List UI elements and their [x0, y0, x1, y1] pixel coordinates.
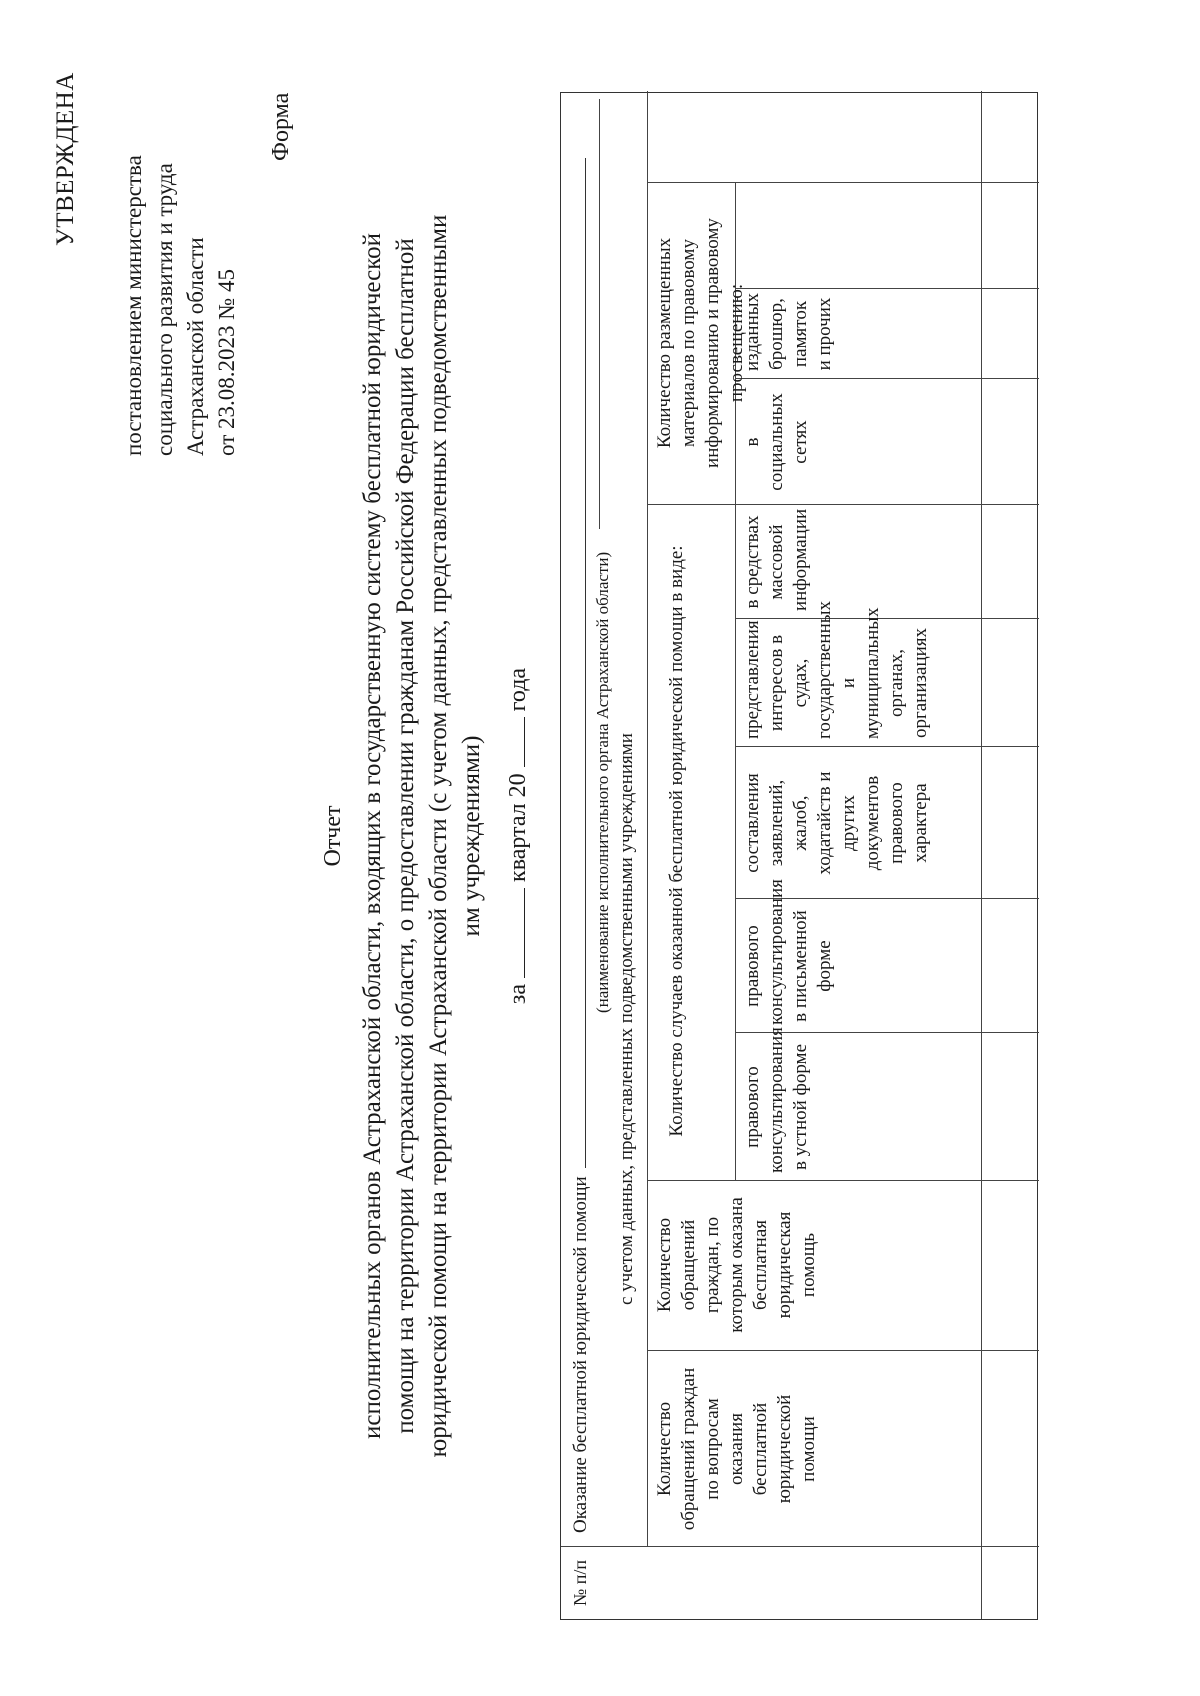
report-description	[356, 136, 488, 1536]
period-middle: квартал 20	[505, 773, 531, 882]
col-appeals-header: Количество обращений граждан по вопросам оказания бесплатной юридической помощи	[654, 1367, 819, 1531]
quarter-blank	[524, 888, 525, 978]
table-line	[647, 504, 1039, 505]
report-line: им учреждениями)	[458, 735, 485, 937]
approval-decree	[118, 36, 242, 456]
table-line	[647, 182, 1039, 183]
period-prefix: за	[505, 983, 531, 1005]
sub-written-header: правового консультирования в письменной форме	[742, 879, 835, 1025]
report-line: исполнительных органов Астраханской области, входящих в государственную систему бесплатной юридической	[359, 233, 386, 1439]
table-line	[735, 378, 1039, 379]
report-period	[505, 536, 532, 1136]
decree-line: социального развития и труда	[152, 163, 177, 456]
group-cases-header: Количество случаев оказанной бесплатной юридической помощи в виде:	[666, 545, 687, 1137]
table-line	[647, 91, 648, 1547]
org-name-blank	[567, 158, 586, 1168]
approval-title: УТВЕРЖДЕНА	[52, 72, 79, 246]
sub-oral-header: правового консультирования в устной форме	[742, 1027, 811, 1173]
table-line	[735, 746, 1039, 747]
org-subordinate-note: с учетом данных, представленных подведомственными учреждениями	[616, 733, 637, 1305]
sub-brochures-header: изданных брошюр, памяток и прочих	[742, 292, 835, 371]
year-blank	[524, 717, 525, 767]
sub-social-header: в социальных сетях	[742, 393, 811, 491]
decree-line: постановлением министерства	[121, 155, 146, 456]
sub-documents-header: составления заявлений, жалоб, ходатайств и других документов правового характера	[742, 771, 931, 875]
form-label: Форма	[268, 92, 294, 161]
col-provided-header: Количество обращений граждан, по которым оказана бесплатная юридическая помощь	[654, 1197, 819, 1333]
table-line	[561, 1546, 1039, 1547]
table-line	[647, 1180, 1039, 1181]
sub-representation-header: представления интересов в судах, государственных и муниципальных органах, организациях	[742, 600, 931, 739]
decree-line: от 23.08.2023 № 45	[214, 269, 239, 456]
org-name-line	[567, 99, 593, 1539]
table-line	[735, 288, 1039, 289]
report-table	[560, 92, 1038, 1620]
table-line	[735, 618, 1039, 619]
report-line: юридической помощи на территории Астраханской области (с учетом данных, представленных подведомственными	[425, 214, 452, 1458]
org-name-label: Оказание бесплатной юридической помощи	[570, 1176, 591, 1533]
col-number-header: № п/п	[570, 1560, 590, 1606]
table-line	[647, 1350, 1039, 1351]
group-materials-header: Количество размещенных материалов по правовому информированию и правовому просвещению:	[654, 218, 747, 468]
table-line	[981, 91, 982, 1619]
sub-media-header: в средствах массовой информации	[742, 508, 811, 611]
period-suffix: года	[505, 667, 531, 712]
report-title: Отчет	[320, 805, 346, 867]
org-name-caption: (наименование исполнительного органа Астраханской области)	[593, 551, 612, 1013]
decree-line: Астраханской области	[183, 237, 208, 456]
report-line: помощи на территории Астраханской области, о предоставлении гражданам Российской Федерации бесплатной	[392, 238, 419, 1434]
